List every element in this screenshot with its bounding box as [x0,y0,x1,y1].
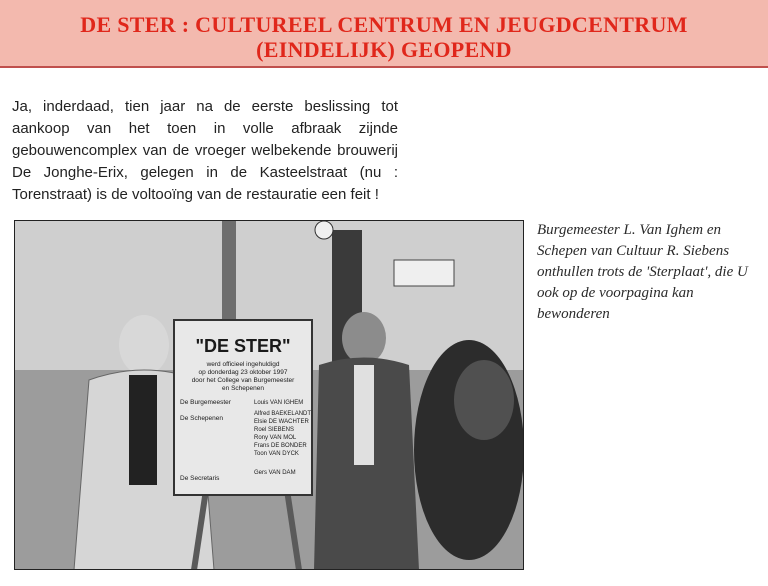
beam-left [222,220,236,330]
alderman-figure-head [342,312,386,364]
title-line-1: DE STER : CULTUREEL CENTRUM EN JEUGDCENTRUM [80,12,688,37]
plaque-line-4: en Schepenen [222,385,264,392]
plaque-mayor-role: De Burgemeester [180,399,231,406]
plaque-alderman: Frans DE BONDER [254,443,307,449]
plaque-name: "DE STER" [195,336,291,356]
mayor-figure-head [119,315,169,375]
intro-paragraph: Ja, inderdaad, tien jaar na de eerste beslissing tot aankoop van het toen in volle afbraak zijnde gebouwencomplex van de vroeger welbekende brouwerij De Jonghe-Erix, gelegen in de Kasteelstraat (nu : Torenstraat) is de voltooïng van de restauratie een feit ! [12,98,398,203]
plaque-alderman: Toon VAN DYCK [254,451,299,457]
sterplaat-plaque [174,320,312,495]
plaque-line-1: werd officieel ingehuldigd [206,361,280,368]
wall-clock [315,221,333,239]
article-title [0,12,768,62]
plaque-alderman: Elsie DE WACHTER [254,419,309,425]
plaque-secretary-role: De Secretaris [180,475,220,482]
plaque-line-2: op donderdag 23 oktober 1997 [198,369,288,376]
plaque-alderman: Roel SIEBENS [254,427,295,433]
title-line-2: (EINDELIJK) GEOPEND [256,37,512,62]
wall-lamp [394,260,454,286]
plaque-line-3: door het College van Burgemeester [191,377,295,384]
unveiling-photo [14,220,524,570]
photo-caption: Burgemeester L. Van Ighem en Schepen van Cultuur R. Siebens onthullen trots de 'Sterplaat', die U ook op de voorpagina kan bewonderen [537,222,748,322]
plaque-aldermen-role: De Schepenen [180,415,224,422]
plaque-alderman: Rony VAN MOL [254,435,297,441]
plaque-mayor-name: Louis VAN IGHEM [254,400,304,406]
plaque-secretary-name: Gers VAN DAM [254,470,296,476]
plaque-alderman: Alfred BAEKELANDT [254,411,312,417]
